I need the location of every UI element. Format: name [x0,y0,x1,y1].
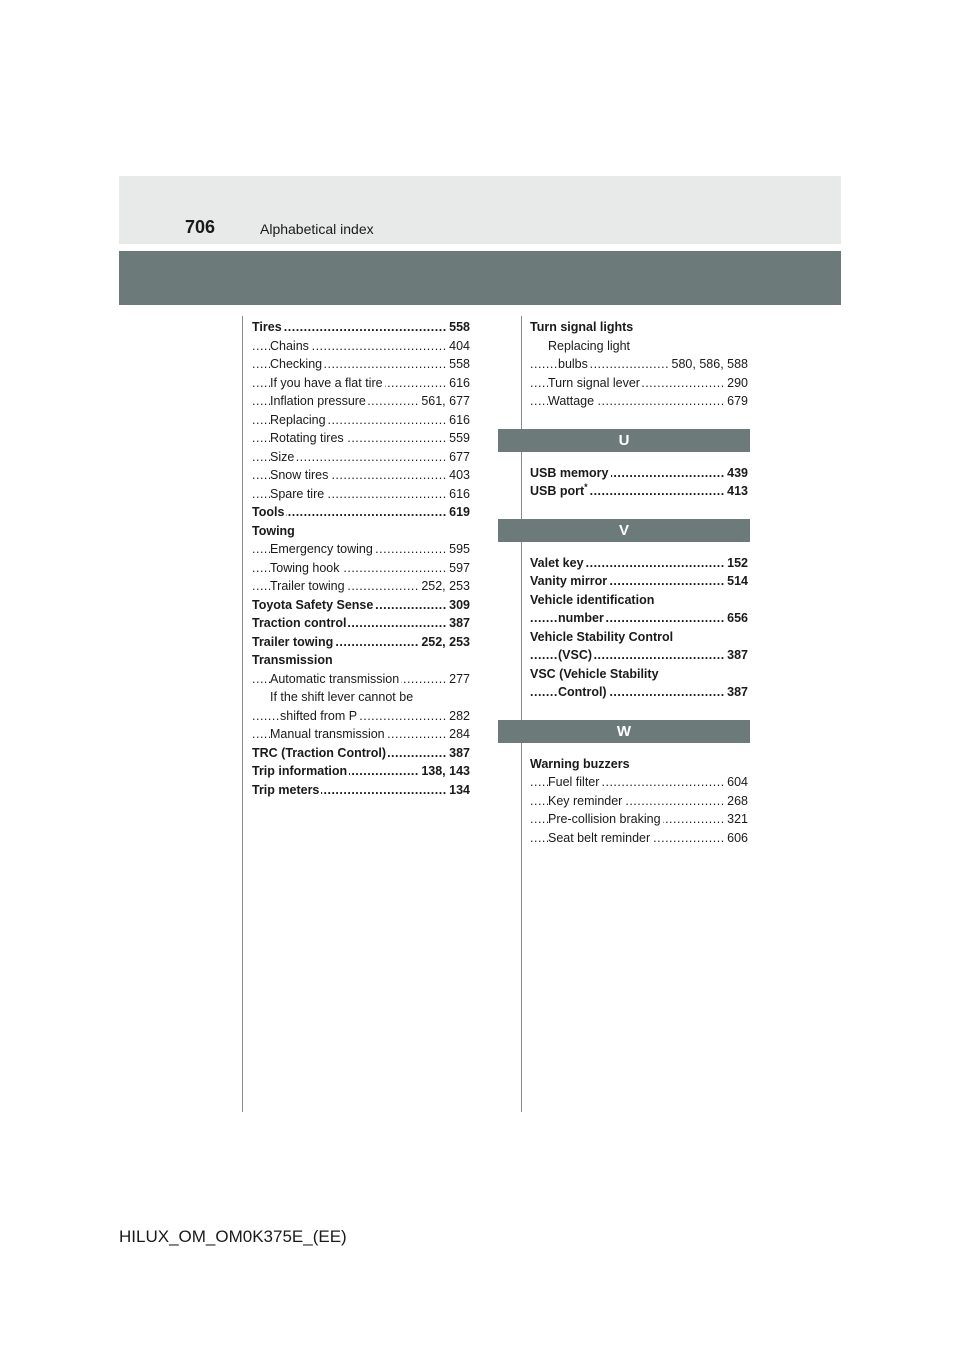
index-entry-label [252,598,375,612]
index-entry [530,355,748,374]
index-entry-label [252,524,297,538]
index-entry-page: 404 [447,337,470,356]
index-entry-label [548,812,663,826]
index-entry [252,318,470,337]
entry-text: Trailer towing [252,634,334,649]
entry-text: Valet key [530,555,584,570]
index-entry [252,503,470,522]
index-entry [530,482,748,501]
entry-text: Replacing [270,412,326,427]
index-entry [252,596,470,615]
index-entry-page: 387 [725,683,748,702]
index-entry-label [270,727,387,741]
index-entry-label [548,376,642,390]
index-entry [530,665,748,684]
index-entry-page: 134 [447,781,470,800]
index-entry [530,628,748,647]
index-entry-page: 656 [725,609,748,628]
index-entry-page: 284 [447,725,470,744]
entry-text: Automatic transmission [270,671,400,686]
entry-text: Emergency towing [270,542,373,556]
entry-text: Towing [252,523,295,538]
index-entry-page: 558 [447,318,470,337]
index-left-column [252,318,470,799]
index-entry-label [270,339,311,353]
index-entry [530,554,748,573]
index-entry-page: 387 [447,744,470,763]
index-entry-label [270,579,347,593]
index-entry-label [548,775,601,789]
entry-text: USB memory [530,465,609,480]
index-entry-page: 595 [447,540,470,559]
index-entry-label [252,635,335,649]
page-number: 706 [185,217,216,237]
title-band [119,251,841,305]
index-entry-page: 514 [725,572,748,591]
index-entry-label [280,709,359,723]
index-entry [530,810,748,829]
entry-text: Wattage [548,394,595,408]
letter-heading: V [498,519,750,542]
entry-text: If you have a flat tire [270,375,383,390]
index-entry-label [548,831,652,845]
letter-heading: W [498,720,750,743]
index-entry [530,646,748,665]
index-entry-label [270,468,330,482]
index-entry-label [558,685,609,699]
index-entry [530,829,748,848]
index-entry-label [252,653,335,667]
entry-text: Toyota Safety Sense [252,597,374,612]
index-entry [252,614,470,633]
index-entry-page: 616 [447,374,470,393]
index-entry [252,707,470,726]
index-entry-label [252,764,349,778]
index-entry-label [530,484,590,498]
index-entry [252,633,470,652]
index-entry-page: 558 [447,355,470,374]
index-entry-page: 268 [725,792,748,811]
index-entry-label [558,357,590,371]
index-entry-label [270,690,415,704]
index-entry [530,609,748,628]
index-entry [252,337,470,356]
index-entry-label [548,339,632,353]
index-entry-label [270,357,324,371]
index-entry-page: 321 [725,810,748,829]
index-entry-page: 290 [725,374,748,393]
entry-text: (VSC) [558,648,593,662]
index-entry-label [530,556,586,570]
index-entry [530,591,748,610]
entry-text: TRC (Traction Control) [252,745,387,760]
entry-text: Seat belt reminder [548,830,651,845]
index-entry-page: 559 [447,429,470,448]
index-entry-page: 616 [447,485,470,504]
footnote-marker: * [584,482,588,492]
index-entry-label [270,561,342,575]
index-entry-page: 616 [447,411,470,430]
index-entry-label [530,667,661,681]
index-entry [252,781,470,800]
index-entry [530,374,748,393]
entry-text: Spare tire [270,486,325,501]
index-entry [252,670,470,689]
header-band [119,176,841,244]
index-entry-label [270,431,346,445]
entry-text: Trip information [252,764,348,778]
index-entry [252,522,470,541]
index-entry-page: 619 [447,503,470,522]
index-entry [252,559,470,578]
entry-text: Snow tires [270,468,329,482]
entry-text: Vehicle identification [530,592,655,607]
index-entry-label [270,413,328,427]
index-entry-label [530,757,632,771]
index-entry-label [558,648,594,662]
entry-text: Checking [270,357,323,371]
index-entry-page: 282 [447,707,470,726]
entry-text: Vehicle Stability Control [530,629,674,644]
entry-text: Rotating tires [270,431,344,445]
index-entry-page: 413 [725,482,748,501]
index-entry-page: 152 [725,554,748,573]
index-entry-page: 597 [447,559,470,578]
index-entry-label [530,574,609,588]
index-entry-page: 606 [725,829,748,848]
index-entry [530,572,748,591]
document-code: HILUX_OM_OM0K375E_(EE) [119,1227,347,1246]
entry-text: Warning buzzers [530,756,630,771]
entry-text: Key reminder [548,793,623,808]
index-entry [252,392,470,411]
entry-text: Trailer towing [270,579,345,593]
index-entry-label [530,630,675,644]
index-entry [530,773,748,792]
entry-text: Replacing light [548,338,630,353]
index-entry-label [530,593,656,607]
index-entry-page: 677 [447,448,470,467]
index-entry [530,792,748,811]
index-entry-page: 561, 677 [419,392,470,411]
index-entry-label [270,394,368,408]
index-entry-label [548,394,596,408]
entry-text: Inflation pressure [270,394,366,408]
index-entry-page: 252, 253 [419,633,470,652]
entry-text: bulbs [558,357,588,371]
section-title: Alphabetical index [260,221,374,237]
index-entry-page: 403 [447,466,470,485]
index-entry-label [252,320,284,334]
index-entry [252,411,470,430]
index-entry [530,392,748,411]
index-entry-label [252,616,348,630]
entry-text: Chains [270,338,309,353]
left-column-rule [242,316,243,1112]
index-entry [530,755,748,774]
entry-text: VSC (Vehicle Stability [530,666,659,681]
entry-text: Trip meters [252,782,320,797]
index-entry-label [558,611,606,625]
index-entry-label [548,794,624,808]
index-entry-label [270,376,385,390]
index-entry-page: 277 [447,670,470,689]
entry-text: Turn signal lever [548,375,640,390]
entry-text: USB port [530,484,585,498]
index-entry-label [252,783,321,797]
index-entry [252,466,470,485]
index-entry-page: 580, 586, 588 [670,355,748,374]
entry-text: Towing hook [270,560,340,575]
index-entry [252,688,470,707]
entry-text: Control) [558,685,607,699]
letter-heading: U [498,429,750,452]
index-entry-label [270,542,375,556]
index-entry [252,744,470,763]
entry-text: Transmission [252,653,333,667]
index-entry-page: 309 [447,596,470,615]
index-entry [530,464,748,483]
entry-text: Traction control [252,616,347,630]
index-entry-label [270,487,326,501]
index-entry [252,540,470,559]
index-entry-label [252,746,388,760]
index-entry-page: 439 [725,464,748,483]
index-entry [252,355,470,374]
entry-text: number [558,611,604,625]
index-entry-label [252,505,286,519]
index-entry [252,725,470,744]
index-entry [252,429,470,448]
index-entry-page: 604 [725,773,748,792]
entry-text: Pre-collision braking [548,812,661,826]
entry-text: Size [270,449,295,464]
index-entry [252,448,470,467]
index-entry [252,651,470,670]
index-right-column [530,318,748,847]
index-entry-label [270,450,296,464]
index-entry-page: 387 [725,646,748,665]
entry-text: Vanity mirror [530,574,608,588]
entry-text: Tools [252,505,285,519]
index-entry [530,683,748,702]
index-entry [252,577,470,596]
index-entry-page: 138, 143 [419,762,470,781]
index-entry-label [530,466,611,480]
index-entry-page: 387 [447,614,470,633]
entry-text: shifted from P [280,708,358,723]
entry-text: Tires [252,320,282,334]
index-entry-page: 679 [725,392,748,411]
entry-text: If the shift lever cannot be [270,690,414,704]
entry-text: Manual transmission [270,727,385,741]
index-entry [530,337,748,356]
index-entry-label [270,672,401,686]
index-entry-label [530,320,635,334]
index-entry [252,762,470,781]
index-entry [252,374,470,393]
index-entry [252,485,470,504]
entry-text: Fuel filter [548,775,600,789]
entry-text: Turn signal lights [530,320,634,334]
index-entry-page: 252, 253 [419,577,470,596]
index-entry [530,318,748,337]
